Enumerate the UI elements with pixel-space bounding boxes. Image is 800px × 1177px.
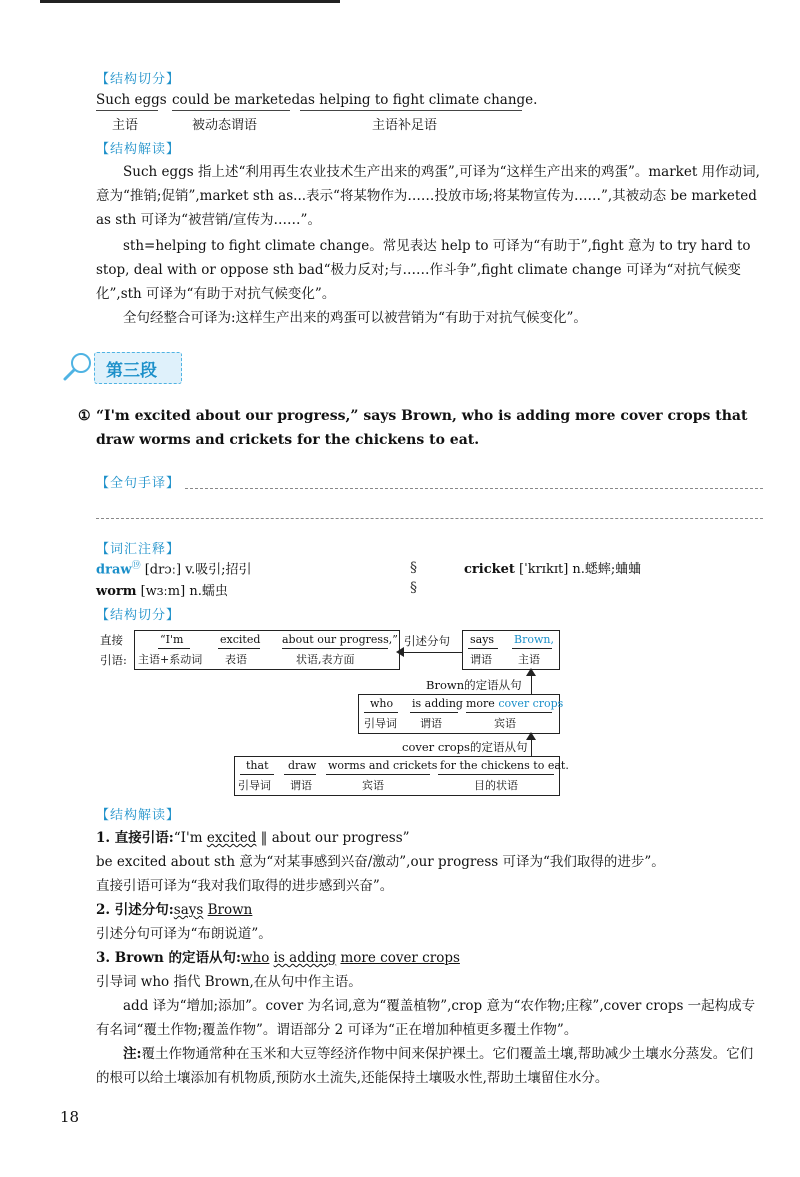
struct-explain-tag: 【结构解读】 bbox=[96, 142, 181, 157]
struct-explain-tag-2: 【结构解读】 bbox=[96, 808, 181, 823]
b1-underline-1 bbox=[158, 648, 190, 649]
vocab-separator-2: § bbox=[410, 580, 417, 596]
explain-heading-2-label: 2. 引述分句: bbox=[96, 902, 174, 918]
b1-cell-2: excited bbox=[220, 633, 261, 646]
explain-heading-3-label: 3. Brown 的定语从句: bbox=[96, 950, 241, 966]
vocab-cricket bbox=[464, 558, 641, 577]
vocab-worm-def: [wɜːm] n.蠕虫 bbox=[140, 584, 228, 599]
b3-cell-3-more: more bbox=[466, 697, 499, 710]
arrow-2-head bbox=[526, 668, 536, 676]
b1-label-2: 表语 bbox=[225, 653, 247, 666]
explain-paragraph-1: Such eggs 指上述“利用再生农业技术生产出来的鸡蛋”,可译为“这样生产出来的鸡蛋”。market 用作动词,意为“推销;促销”,market sth as...表示“将某物作为……投放市场;将某物宣传为……”,其被动态 be marketed as sth 可译为“被营销/宣传为……”。 bbox=[96, 164, 760, 228]
b3-cell-2: is adding bbox=[412, 697, 463, 710]
arrow-1-head bbox=[396, 647, 404, 657]
note-text: 覆土作物通常种在玉米和大豆等经济作物中间来保护裸土。它们覆盖土壤,帮助减少土壤水分蒸发。它们的根可以给土壤添加有机物质,预防水土流失,还能保持土壤吸水性,帮助土壤留住水分。 bbox=[96, 1046, 754, 1086]
explain-2-paragraph-1: be excited about sth 意为“对某事感到兴奋/激动”,our progress 可译为“我们取得的进步”。 bbox=[96, 854, 665, 870]
section-heading: 第三段 bbox=[106, 361, 157, 381]
vocab-tag: 【词汇注释】 bbox=[96, 542, 181, 557]
page-number: 18 bbox=[60, 1108, 80, 1126]
b1-label-1: 主语+系动词 bbox=[138, 653, 203, 666]
vocab-draw-mark: ⑲ bbox=[131, 561, 141, 571]
diagram-left-label-1: 直接 bbox=[100, 633, 123, 647]
explain-heading-1-text-b: excited bbox=[206, 830, 257, 846]
explain-2-note bbox=[96, 1042, 766, 1090]
b3-cell-3 bbox=[466, 697, 563, 710]
arrow-3-line bbox=[531, 740, 532, 756]
b1-label-3: 状语,表方面 bbox=[296, 653, 355, 666]
explain-heading-3 bbox=[96, 946, 460, 966]
explain-heading-2 bbox=[96, 898, 252, 918]
b1-underline-2 bbox=[218, 648, 260, 649]
b4-underline-3 bbox=[326, 774, 430, 775]
split1-word-2: could be marketed bbox=[172, 92, 301, 108]
b2-label-2: 主语 bbox=[518, 653, 540, 666]
vocab-cricket-def: [ˈkrɪkɪt] n.蟋蟀;蛐蛐 bbox=[519, 562, 642, 577]
vocab-draw-def: [drɔː] v.吸引;招引 bbox=[144, 562, 252, 578]
arrow-1-line bbox=[398, 652, 462, 653]
b2-cell-2: Brown, bbox=[514, 633, 554, 646]
explain-paragraph-2: sth=helping to fight climate change。常见表达 help to 可译为“有助于”,fight 意为 to try hard to stop, deal with or oppose sth bad“极力反对;与……作斗争”,fight climate change 可译为“对抗气候变化”,sth 可译为“有助于对抗气候变化”。 bbox=[96, 238, 751, 302]
b2-label-1: 谓语 bbox=[470, 653, 492, 666]
b2-cell-1: says bbox=[470, 633, 495, 646]
b4-cell-3: worms and crickets bbox=[328, 759, 438, 772]
arrow-2-label: Brown的定语从句 bbox=[426, 678, 522, 692]
b2-underline-1 bbox=[468, 648, 498, 649]
top-rule bbox=[40, 0, 340, 3]
b4-underline-1 bbox=[240, 774, 274, 775]
b4-label-4: 目的状语 bbox=[474, 779, 518, 792]
b4-underline-4 bbox=[438, 774, 554, 775]
vocab-cricket-word: cricket bbox=[464, 562, 515, 577]
split1-underline-3 bbox=[300, 110, 522, 111]
explain-heading-3-text-a: who bbox=[240, 950, 270, 966]
struct-split-tag: 【结构切分】 bbox=[96, 72, 181, 87]
explain-heading-2-text-b: Brown bbox=[207, 902, 253, 918]
sentence-number: ① bbox=[78, 408, 91, 424]
explain-2-paragraph-5: add 译为“增加;添加”。cover 为名词,意为“覆盖植物”,crop 意为“农作物;庄稼”,cover crops 一起构成专有名词“覆土作物;覆盖作物”。谓语部分 2 可译为“正在增加种植更多覆土作物”。 bbox=[96, 998, 756, 1038]
explain-heading-1-text-c: ‖ about our progress” bbox=[256, 830, 410, 846]
explain-2-paragraph-3: 引述分句可译为“布朗说道”。 bbox=[96, 926, 272, 942]
split1-label-2: 被动态谓语 bbox=[192, 118, 258, 133]
b4-label-3: 宾语 bbox=[362, 779, 384, 792]
vocab-worm-word: worm bbox=[96, 584, 137, 599]
b3-label-3: 宾语 bbox=[494, 717, 516, 730]
vocab-draw-word: draw bbox=[96, 562, 132, 578]
explain-paragraph-3: 全句经整合可译为:这样生产出来的鸡蛋可以被营销为“有助于对抗气候变化”。 bbox=[123, 310, 587, 326]
b3-label-1: 引导词 bbox=[364, 717, 397, 730]
b3-cell-1: who bbox=[370, 697, 394, 710]
note-label: 注: bbox=[123, 1046, 142, 1062]
split1-label-1: 主语 bbox=[112, 118, 139, 133]
translation-line-2 bbox=[96, 518, 763, 519]
split1-underline-2 bbox=[172, 110, 290, 111]
explain-heading-3-text-c: more cover crops bbox=[340, 950, 460, 966]
vocab-draw bbox=[96, 558, 252, 577]
b1-cell-3: about our progress,” bbox=[282, 633, 398, 646]
split1-word-3: as helping to fight climate change. bbox=[300, 92, 538, 108]
full-translation-tag: 【全句手译】 bbox=[96, 476, 181, 491]
explain-2-paragraph-4: 引导词 who 指代 Brown,在从句中作主语。 bbox=[96, 974, 362, 990]
b4-cell-2: draw bbox=[288, 759, 317, 772]
b4-underline-2 bbox=[284, 774, 316, 775]
explain-heading-3-text-b: is adding bbox=[273, 950, 337, 966]
split1-label-3: 主语补足语 bbox=[372, 118, 438, 133]
b3-underline-2 bbox=[410, 712, 458, 713]
explain-heading-1-label: 1. 直接引语: bbox=[96, 830, 174, 846]
split1-underline-1 bbox=[96, 110, 158, 111]
magnifier-icon bbox=[62, 350, 94, 382]
diagram-left-label-2: 引语: bbox=[100, 653, 127, 667]
b4-cell-1: that bbox=[246, 759, 269, 772]
b2-underline-2 bbox=[512, 648, 552, 649]
b1-cell-1: “I'm bbox=[160, 633, 184, 646]
explain-2-paragraph-2: 直接引语可译为“我对我们取得的进步感到兴奋”。 bbox=[96, 878, 394, 894]
translation-line-1 bbox=[185, 488, 763, 489]
b4-label-2: 谓语 bbox=[290, 779, 312, 792]
b4-cell-4: for the chickens to eat. bbox=[440, 759, 569, 772]
explain-heading-1 bbox=[96, 826, 410, 846]
explain-heading-2-text-a: says bbox=[173, 902, 204, 918]
sentence-text: “I'm excited about our progress,” says Brown, who is adding more cover crops that draw worms and crickets for the chickens to eat. bbox=[96, 408, 748, 448]
arrow-3-label: cover crops的定语从句 bbox=[402, 740, 528, 754]
b3-label-2: 谓语 bbox=[420, 717, 442, 730]
split1-word-1: Such eggs bbox=[96, 92, 167, 108]
vocab-separator-1: § bbox=[410, 560, 417, 576]
vocab-worm bbox=[96, 580, 228, 599]
b3-underline-3 bbox=[466, 712, 552, 713]
b1-underline-3 bbox=[282, 648, 388, 649]
explain-heading-1-text-a: “I'm bbox=[173, 830, 203, 846]
arrow-1-label: 引述分句 bbox=[404, 634, 450, 648]
b3-cell-3-cover-crops: cover crops bbox=[498, 697, 564, 710]
arrow-3-head bbox=[526, 732, 536, 740]
struct-split-tag-2: 【结构切分】 bbox=[96, 608, 181, 623]
b4-label-1: 引导词 bbox=[238, 779, 271, 792]
b3-underline-1 bbox=[364, 712, 398, 713]
arrow-2-line bbox=[531, 676, 532, 694]
